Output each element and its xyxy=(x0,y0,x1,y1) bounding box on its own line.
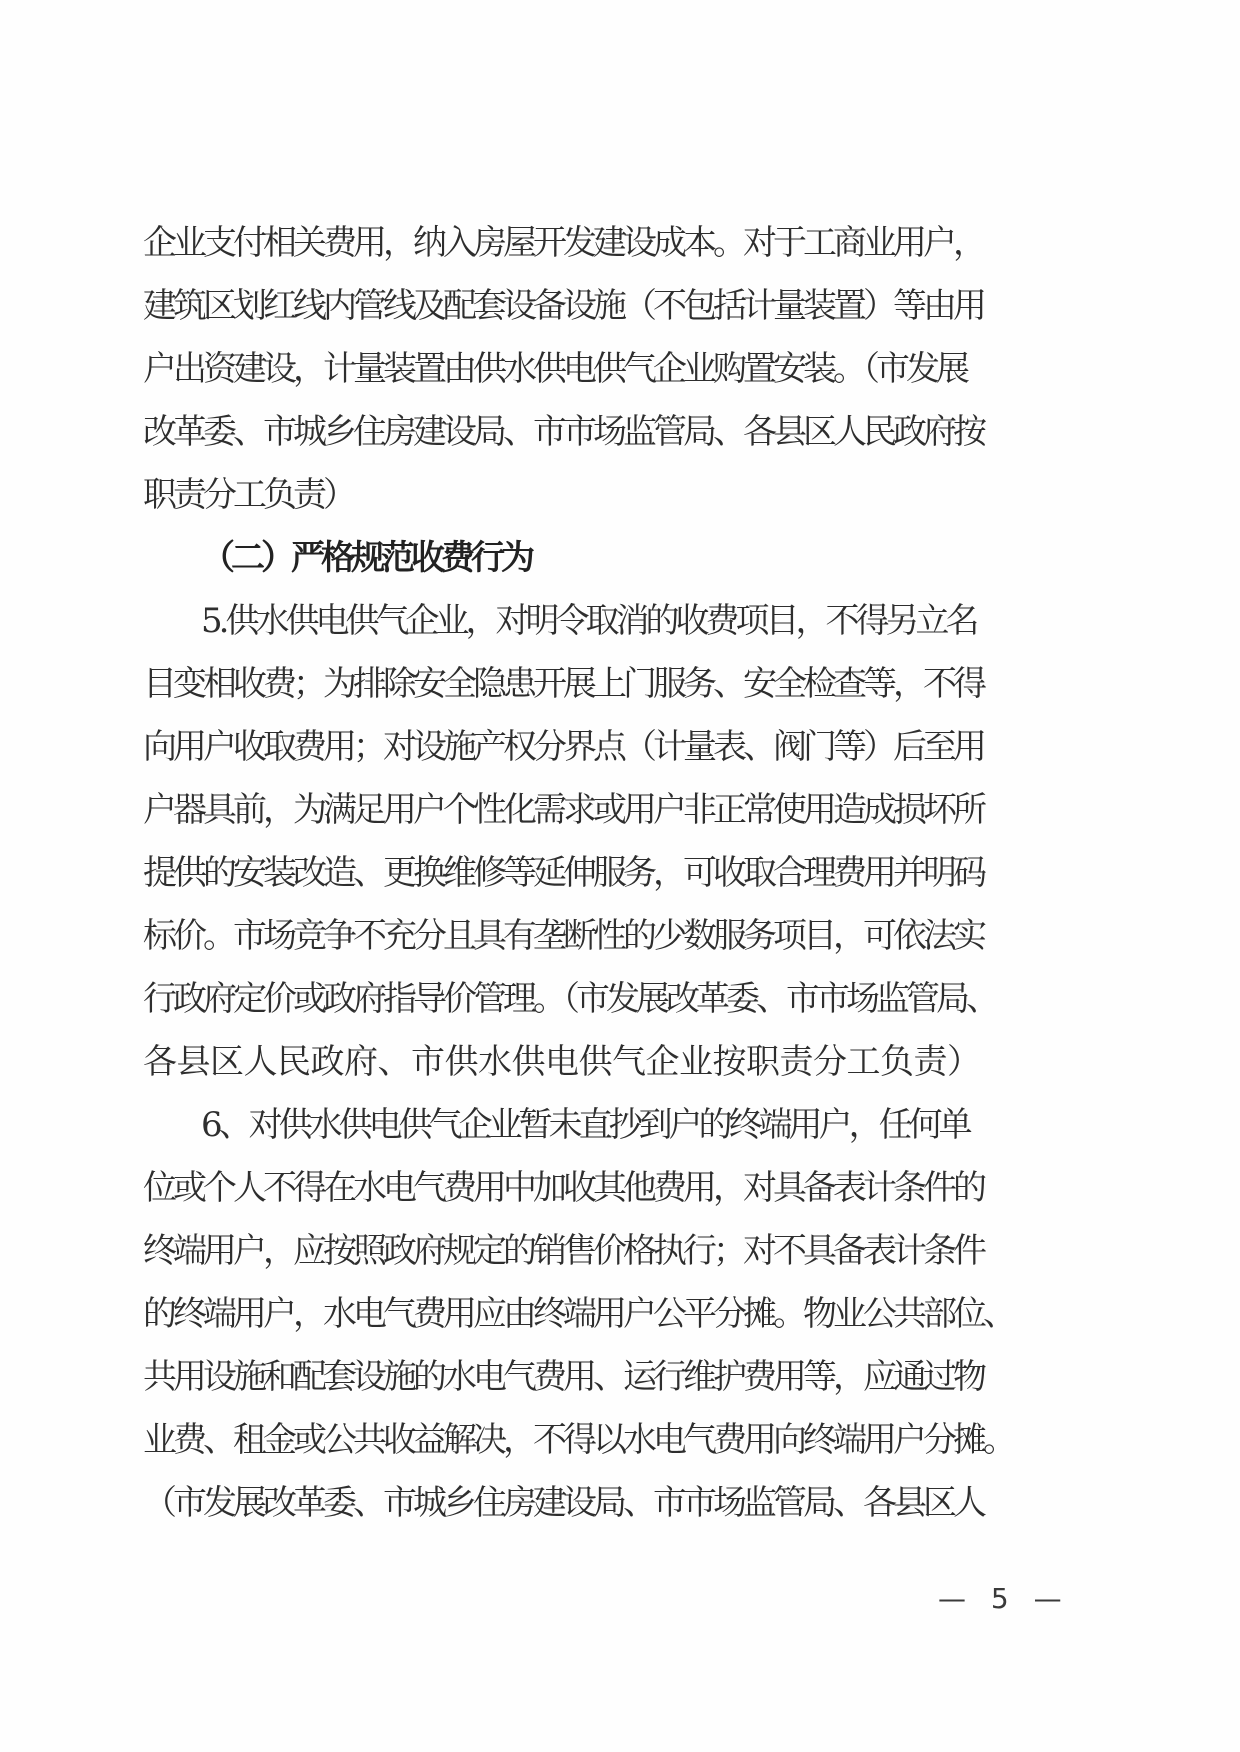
text-line: 共用设施和配套设施的水电气费用、运行维护费用等，应通过物 xyxy=(143,1357,983,1397)
text-line: 终端用户，应按照政府规定的销售价格执行；对不具备表计条件 xyxy=(143,1231,983,1271)
section-heading: （二）严格规范收费行为 xyxy=(201,538,531,578)
text-line: 户出资建设，计量装置由供水供电供气企业购置安装。（市发展 xyxy=(143,349,966,389)
text-line: 各县区人民政府、市供水供电供气企业按职责分工负责） xyxy=(143,1042,981,1082)
text-line: 企业支付相关费用，纳入房屋开发建设成本。对于工商业用户， xyxy=(143,223,983,263)
text-line: 户器具前，为满足用户个性化需求或用户非正常使用造成损坏所 xyxy=(143,790,983,830)
text-line: 6、对供水供电供气企业暂未直抄到户的终端用户，任何单 xyxy=(201,1105,969,1145)
text-line: 业费、租金或公共收益解决，不得以水电气费用向终端用户分摊。 xyxy=(143,1420,1013,1460)
text-line: 提供的安装改造、更换维修等延伸服务，可收取合理费用并明码 xyxy=(143,853,983,893)
text-line: 目变相收费；为排除安全隐患开展上门服务、安全检查等，不得 xyxy=(143,664,983,704)
text-line: 标价。市场竞争不充分且具有垄断性的少数服务项目，可依法实 xyxy=(143,916,983,956)
text-line: （市发展改革委、市城乡住房建设局、市市场监管局、各县区人 xyxy=(143,1483,983,1523)
text-line: 位或个人不得在水电气费用中加收其他费用，对具备表计条件的 xyxy=(143,1168,983,1208)
text-line: 5.供水供电供气企业，对明令取消的收费项目，不得另立名 xyxy=(201,601,976,641)
text-line: 行政府定价或政府指导价管理。（市发展改革委、市市场监管局、 xyxy=(143,979,996,1019)
text-line: 职责分工负责） xyxy=(143,475,353,515)
page-number: — 5 — xyxy=(938,1582,1070,1615)
document-text-block xyxy=(143,212,1013,1535)
text-line: 的终端用户，水电气费用应由终端用户公平分摊。物业公共部位、 xyxy=(143,1294,1013,1334)
text-line: 改革委、市城乡住房建设局、市市场监管局、各县区人民政府按 xyxy=(143,412,983,452)
text-line: 建筑区划红线内管线及配套设备设施（不包括计量装置）等由用 xyxy=(143,286,983,326)
text-line: 向用户收取费用；对设施产权分界点（计量表、阀门等）后至用 xyxy=(143,727,983,767)
